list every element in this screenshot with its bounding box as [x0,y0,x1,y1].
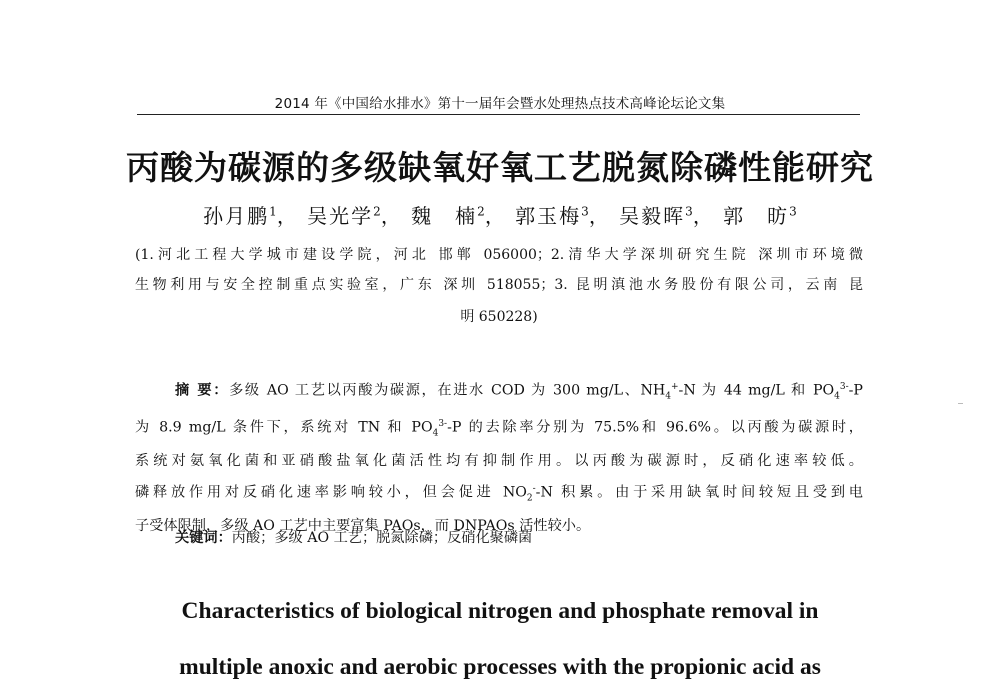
affiliation-line: (1.河北工程大学城市建设学院，河北 邯郸 056000；2.清华大学深圳研究生院 深圳市环境微 [135,247,863,263]
author-affil-mark: 3 [581,204,589,219]
abstract [135,374,863,540]
keywords [175,527,865,547]
abstract-text: 为 8.9 mg/L 条件下，系统对 TN 和 PO [135,419,433,436]
header-rule [137,114,860,115]
affiliations [135,240,863,300]
keywords-text: 丙酸；多级 AO 工艺；脱氮除磷；反硝化聚磷菌 [231,530,533,546]
subscript: 2 [526,493,533,504]
abstract-text: -N 积累。由于采用缺氧时间较短且受到电 [535,484,863,501]
subscript: 4 [432,428,439,439]
superscript: 3- [438,419,448,430]
superscript: 3- [839,382,849,392]
abstract-line [135,374,863,411]
abstract-text: -N 为 44 mg/L 和 PO [678,382,835,399]
abstract-line [135,411,863,448]
affiliation-line: 明 650228) [460,309,538,325]
author-name: 郭 昉 [723,204,790,228]
author-name: 吴毅晖 [619,204,686,228]
abstract-line [135,476,863,513]
author-affil-mark: 1 [269,204,277,219]
author-name: 郭玉梅 [515,204,582,228]
english-title-line: Characteristics of biological nitrogen and phosphate removal in [181,598,819,624]
abstract-line: 系统对氨氧化菌和亚硝酸盐氧化菌活性均有抑制作用。以丙酸为碳源时，反硝化速率较低。 [135,453,863,470]
abstract-text: 多级 AO 工艺以丙酸为碳源，在进水 COD 为 300 mg/L、NH [229,382,666,399]
scan-mark [958,403,963,404]
abstract-label: 摘 要： [175,382,230,399]
subscript: 4 [834,391,840,402]
author-affil-mark: 3 [789,204,797,219]
superscript: + [670,382,679,392]
abstract-text: 磷释放作用对反硝化速率影响较小，但会促进 NO [135,484,527,501]
keywords-label: 关键词： [175,530,232,546]
subscript: 4 [665,391,671,402]
proceedings-header: 2014 年《中国给水排水》第十一届年会暨水处理热点技术高峰论坛论文集 [274,96,726,112]
paper-title: 丙酸为碳源的多级缺氧好氧工艺脱氮除磷性能研究 [126,148,874,187]
author-name: 吴光学 [307,204,374,228]
author-affil-mark: 2 [373,204,381,219]
superscript: - [532,483,536,494]
english-title-line: multiple anoxic and aerobic processes with the propionic acid as [179,654,821,680]
author-list: 孙月鹏$^1$， 吴光学$^2$， 魏 楠$^2$， 郭玉梅$^3$， 吴毅晖$^3$， 郭 昉$^3$ [203,204,797,228]
abstract-line: 子受体限制，多级 AO 工艺中主要富集 PAOs，而 DNPAOs 活性较小。 [135,517,591,534]
author-affil-mark: 3 [685,204,693,219]
author-name: 魏 楠 [411,204,478,228]
abstract-text: -P 的去除率分别为 75.5%和 96.6%。以丙酸为碳源时， [447,419,863,436]
abstract-text: -P [848,382,863,399]
author-name: 孙月鹏 [203,204,270,228]
author-affil-mark: 2 [477,204,485,219]
affiliation-line: 生物利用与安全控制重点实验室，广东 深圳 518055；3. 昆明滇池水务股份有限公司，云南 昆 [135,277,863,293]
